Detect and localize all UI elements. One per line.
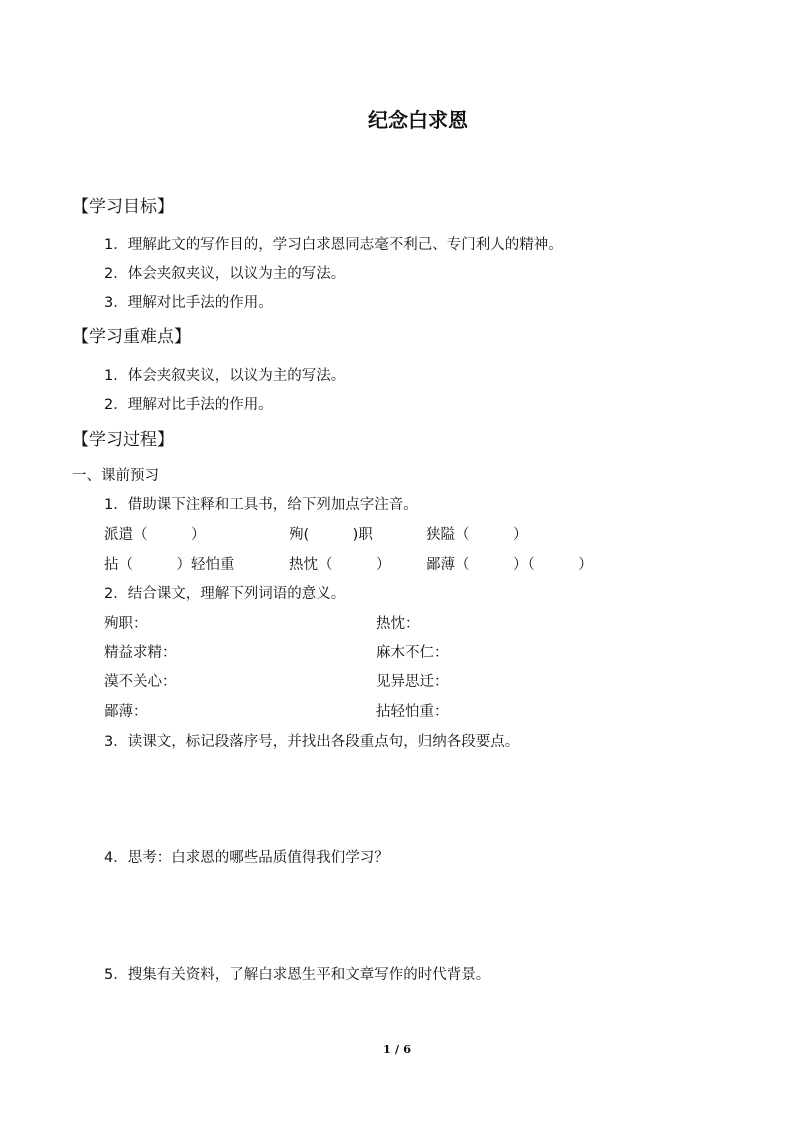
- objective-item: 1．理解此文的写作目的，学习白求恩同志毫不利己、专门利人的精神。: [104, 237, 563, 253]
- vocab-item: 精益求精：: [104, 645, 177, 661]
- vocab-item: 殉职：: [104, 616, 148, 632]
- pinyin-item: 鄙薄（ ）（ ）: [426, 557, 593, 573]
- section-heading-key-points: 【学习重难点】: [72, 327, 191, 347]
- question-2: 2．结合课文，理解下列词语的意义。: [104, 586, 346, 602]
- key-point-item: 1．体会夹叙夹议，以议为主的写法。: [104, 368, 346, 384]
- key-point-item: 2．理解对比手法的作用。: [104, 397, 273, 413]
- vocab-item: 热忱：: [376, 616, 420, 632]
- question-5: 5．搜集有关资料，了解白求恩生平和文章写作的时代背景。: [104, 967, 491, 983]
- section-heading-objectives: 【学习目标】: [72, 197, 174, 217]
- question-1: 1．借助课下注释和工具书，给下列加点字注音。: [104, 497, 418, 513]
- vocab-item: 见异思迁：: [376, 674, 449, 690]
- page-number: 1 / 6: [382, 1042, 412, 1056]
- pinyin-item: 派遣（ ）: [104, 527, 206, 543]
- part-heading-preview: 一、课前预习: [72, 468, 159, 484]
- vocab-item: 麻木不仁：: [376, 645, 449, 661]
- question-3: 3．读课文，标记段落序号，并找出各段重点句，归纳各段要点。: [104, 734, 520, 750]
- objective-item: 3．理解对比手法的作用。: [104, 295, 273, 311]
- vocab-item: 拈轻怕重：: [376, 704, 449, 720]
- pinyin-item: 拈（ ）轻怕重: [104, 557, 235, 573]
- page-title: 纪念白求恩: [368, 108, 468, 132]
- pinyin-item: 热忱（ ）: [289, 557, 391, 573]
- section-heading-process: 【学习过程】: [72, 430, 174, 450]
- pinyin-item: 狭隘（ ）: [426, 527, 528, 543]
- objective-item: 2．体会夹叙夹议，以议为主的写法。: [104, 266, 346, 282]
- question-4: 4．思考：白求恩的哪些品质值得我们学习？: [104, 850, 389, 866]
- vocab-item: 漠不关心：: [104, 674, 177, 690]
- vocab-item: 鄙薄：: [104, 704, 148, 720]
- pinyin-item: 殉( )职: [289, 527, 373, 543]
